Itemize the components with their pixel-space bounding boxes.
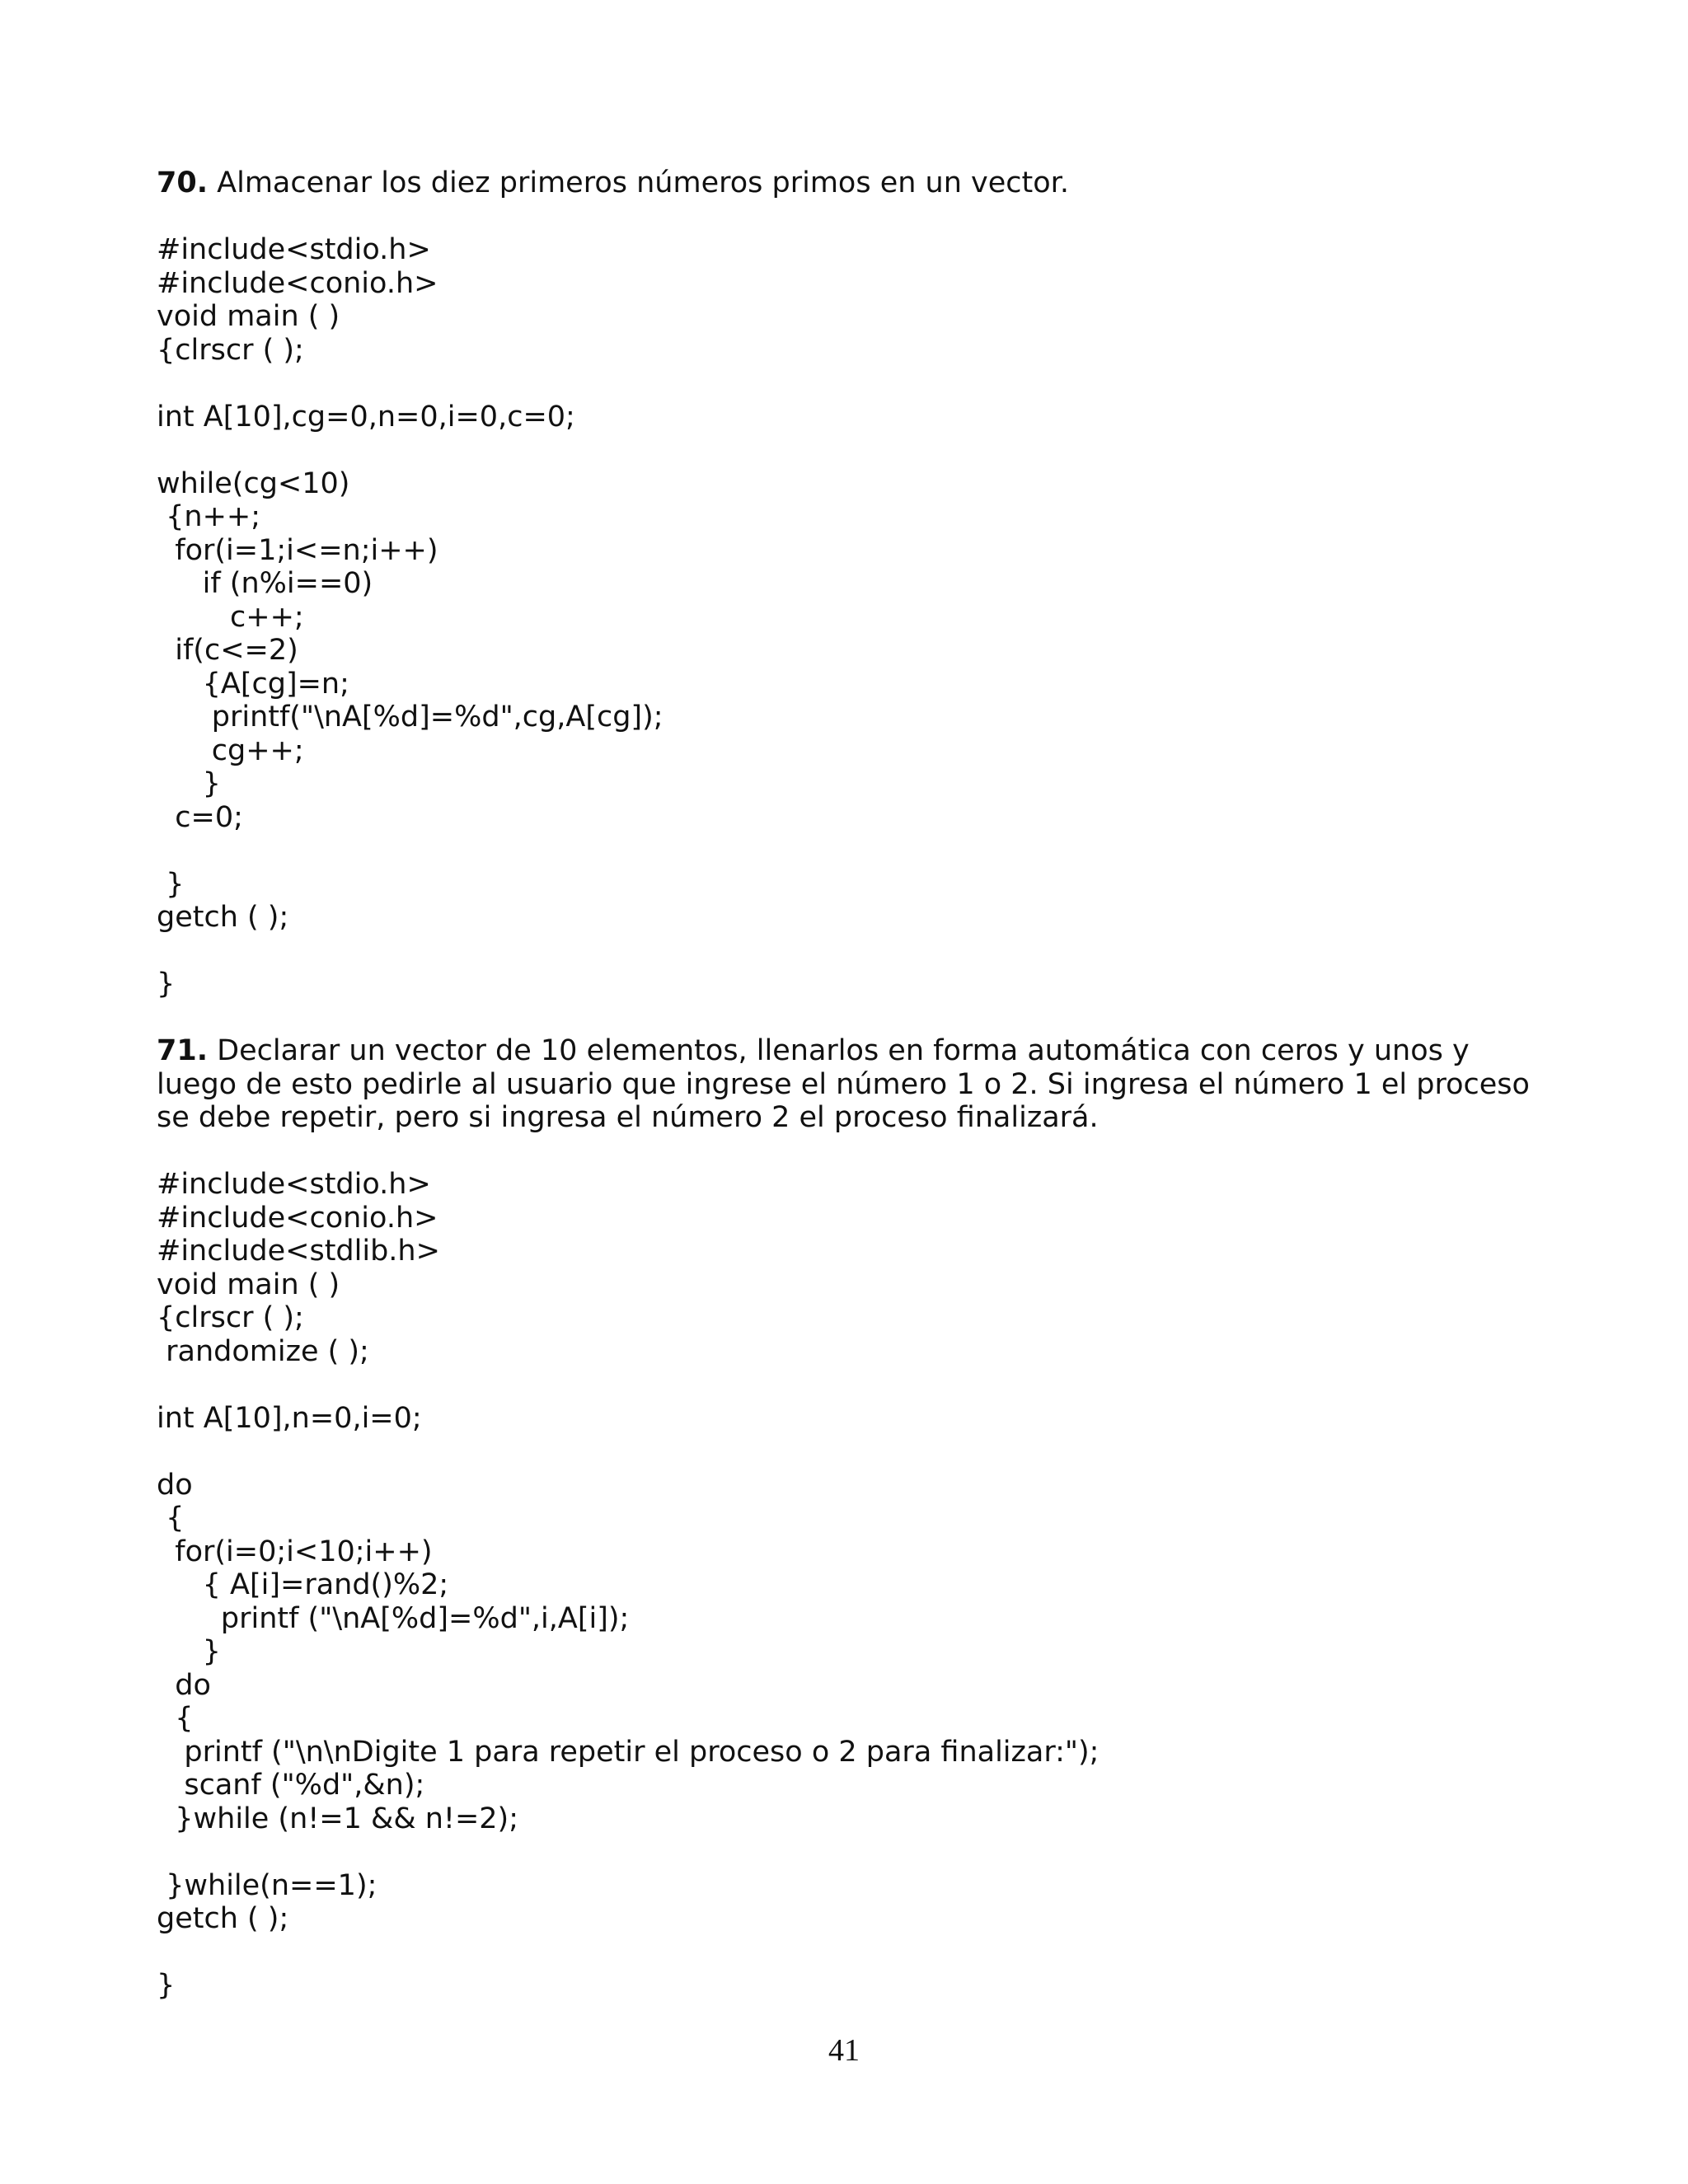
problem-71-statement: Declarar un vector de 10 elementos, llenarlos en forma automática con ceros y unos y luego de esto pedirle al usuario que ingrese el número 1 o 2. Si ingresa el número 1 el proceso se debe repetir, pero si ingresa el número 2 el proceso finalizará. [157, 1034, 1530, 1134]
problem-70-heading [157, 166, 1541, 200]
spacer [157, 1001, 1541, 1035]
problem-71-number: 71. [157, 1034, 209, 1067]
spacer [157, 200, 1541, 234]
page-content [157, 166, 1541, 2003]
page-number: 41 [828, 2033, 860, 2068]
problem-70-code: #include<stdio.h> #include<conio.h> void main ( ) {clrscr ( ); int A[10],cg=0,n=0,i=0,c=0; while(cg<10) {n++; for(i=1;i<=n;i++) if (n%i==0) c++; if(c<=2) {A[cg]=n; printf("\nA[%d]=%d",cg,A[cg]); cg++; } c=0; } getch ( ); } [157, 233, 663, 1001]
problem-70-statement: Almacenar los diez primeros números primos en un vector. [217, 166, 1069, 199]
spacer [157, 1135, 1541, 1169]
problem-71-code: #include<stdio.h> #include<conio.h> #include<stdlib.h> void main ( ) {clrscr ( ); randomize ( ); int A[10],n=0,i=0; do { for(i=0;i<10;i++) { A[i]=rand()%2; printf ("\nA[%d]=%d",i,A[i]); } do { printf ("\n\nDigite 1 para repetir el proceso o 2 para finalizar:"); scanf ("%d",&n); }while (n!=1 && n!=2); }while(n==1); getch ( ); } [157, 1168, 1100, 2002]
problem-71-heading [157, 1034, 1541, 1135]
problem-70-number: 70. [157, 166, 209, 199]
